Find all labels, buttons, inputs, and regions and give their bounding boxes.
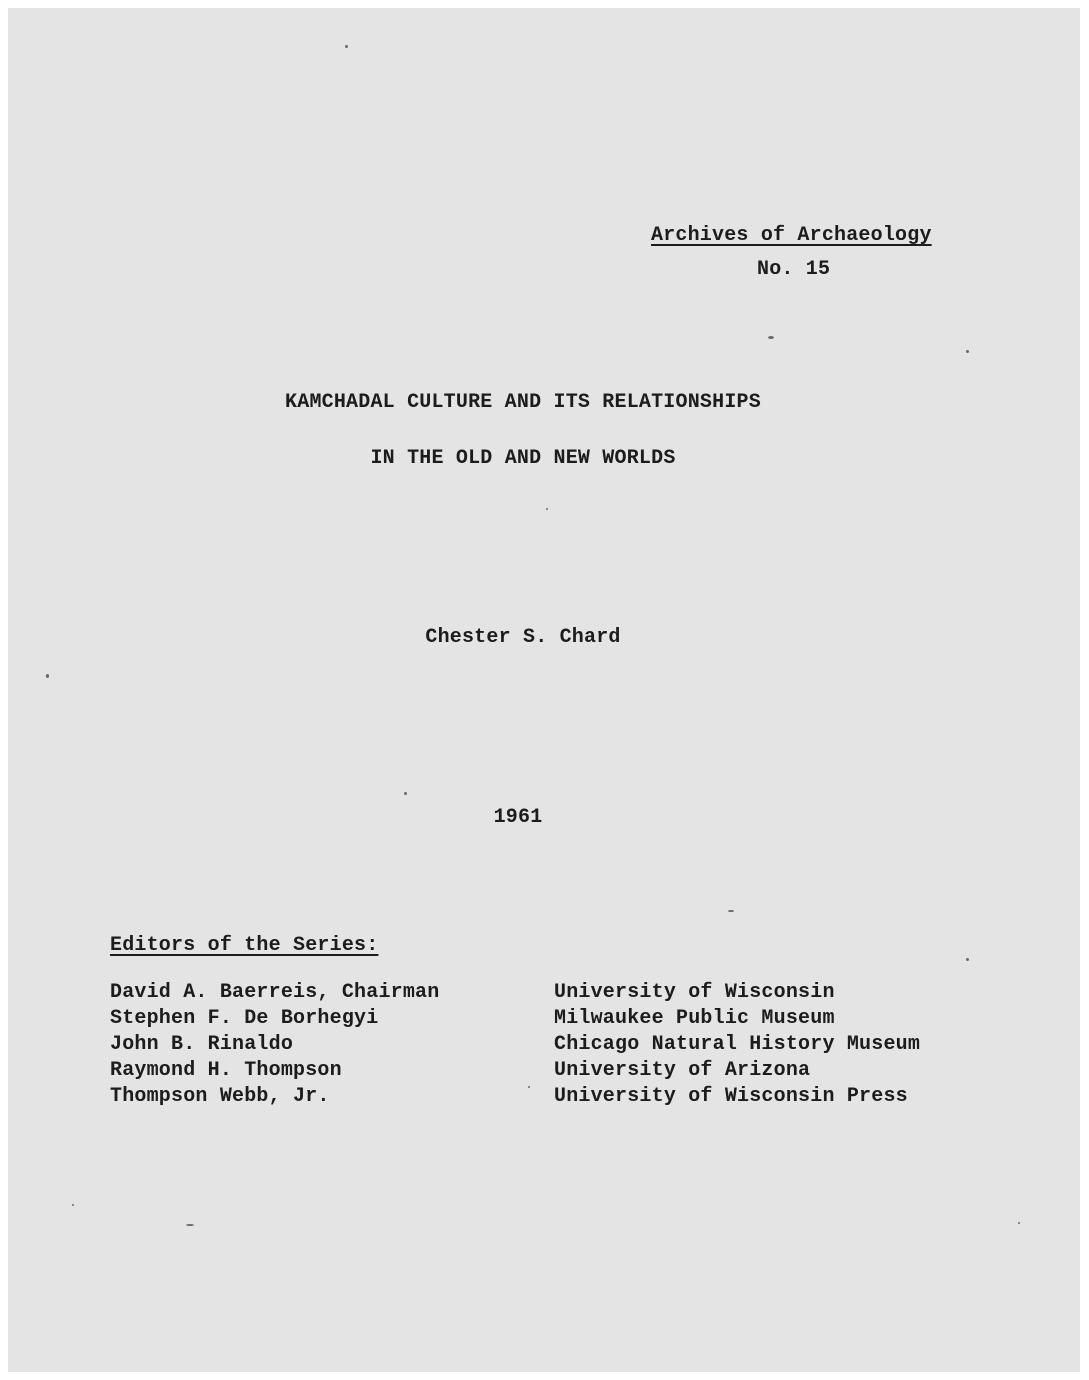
scan-speck [1018,1222,1020,1224]
editors-list [110,980,990,1110]
editor-row [110,1006,990,1032]
scan-speck [72,1204,74,1206]
editor-name: Thompson Webb, Jr. [110,1085,330,1108]
scan-speck [186,1224,194,1226]
editor-name: John B. Rinaldo [110,1033,294,1056]
scan-speck [728,910,734,912]
editor-row [110,1032,990,1058]
scan-speck [966,958,969,961]
editor-institution: University of Wisconsin Press [554,1085,908,1108]
editor-name: Raymond H. Thompson [110,1059,342,1082]
series-name: Archives of Archaeology [651,224,932,247]
editor-institution: University of Wisconsin [554,981,835,1004]
scan-speck [528,1086,530,1088]
editor-institution: University of Arizona [554,1059,811,1082]
editor-row [110,980,990,1006]
editor-row [110,1058,990,1084]
publication-year: 1961 [493,806,543,829]
editors-heading: Editors of the Series: [110,934,379,957]
title-line-1: KAMCHADAL CULTURE AND ITS RELATIONSHIPS [285,391,761,414]
scan-speck [46,674,49,678]
scan-speck [966,350,969,353]
series-number: No. 15 [757,258,831,281]
editor-institution: Chicago Natural History Museum [554,1033,921,1056]
scan-speck [345,45,348,48]
scan-speck [546,508,548,510]
editor-row [110,1084,990,1110]
document-page [8,8,1080,1372]
title-line-2: IN THE OLD AND NEW WORLDS [370,447,676,470]
scan-speck [768,336,774,339]
scan-speck [404,792,407,795]
author-name: Chester S. Chard [425,626,621,649]
editor-name: Stephen F. De Borhegyi [110,1007,379,1030]
editor-name: David A. Baerreis, Chairman [110,981,440,1004]
editor-institution: Milwaukee Public Museum [554,1007,835,1030]
